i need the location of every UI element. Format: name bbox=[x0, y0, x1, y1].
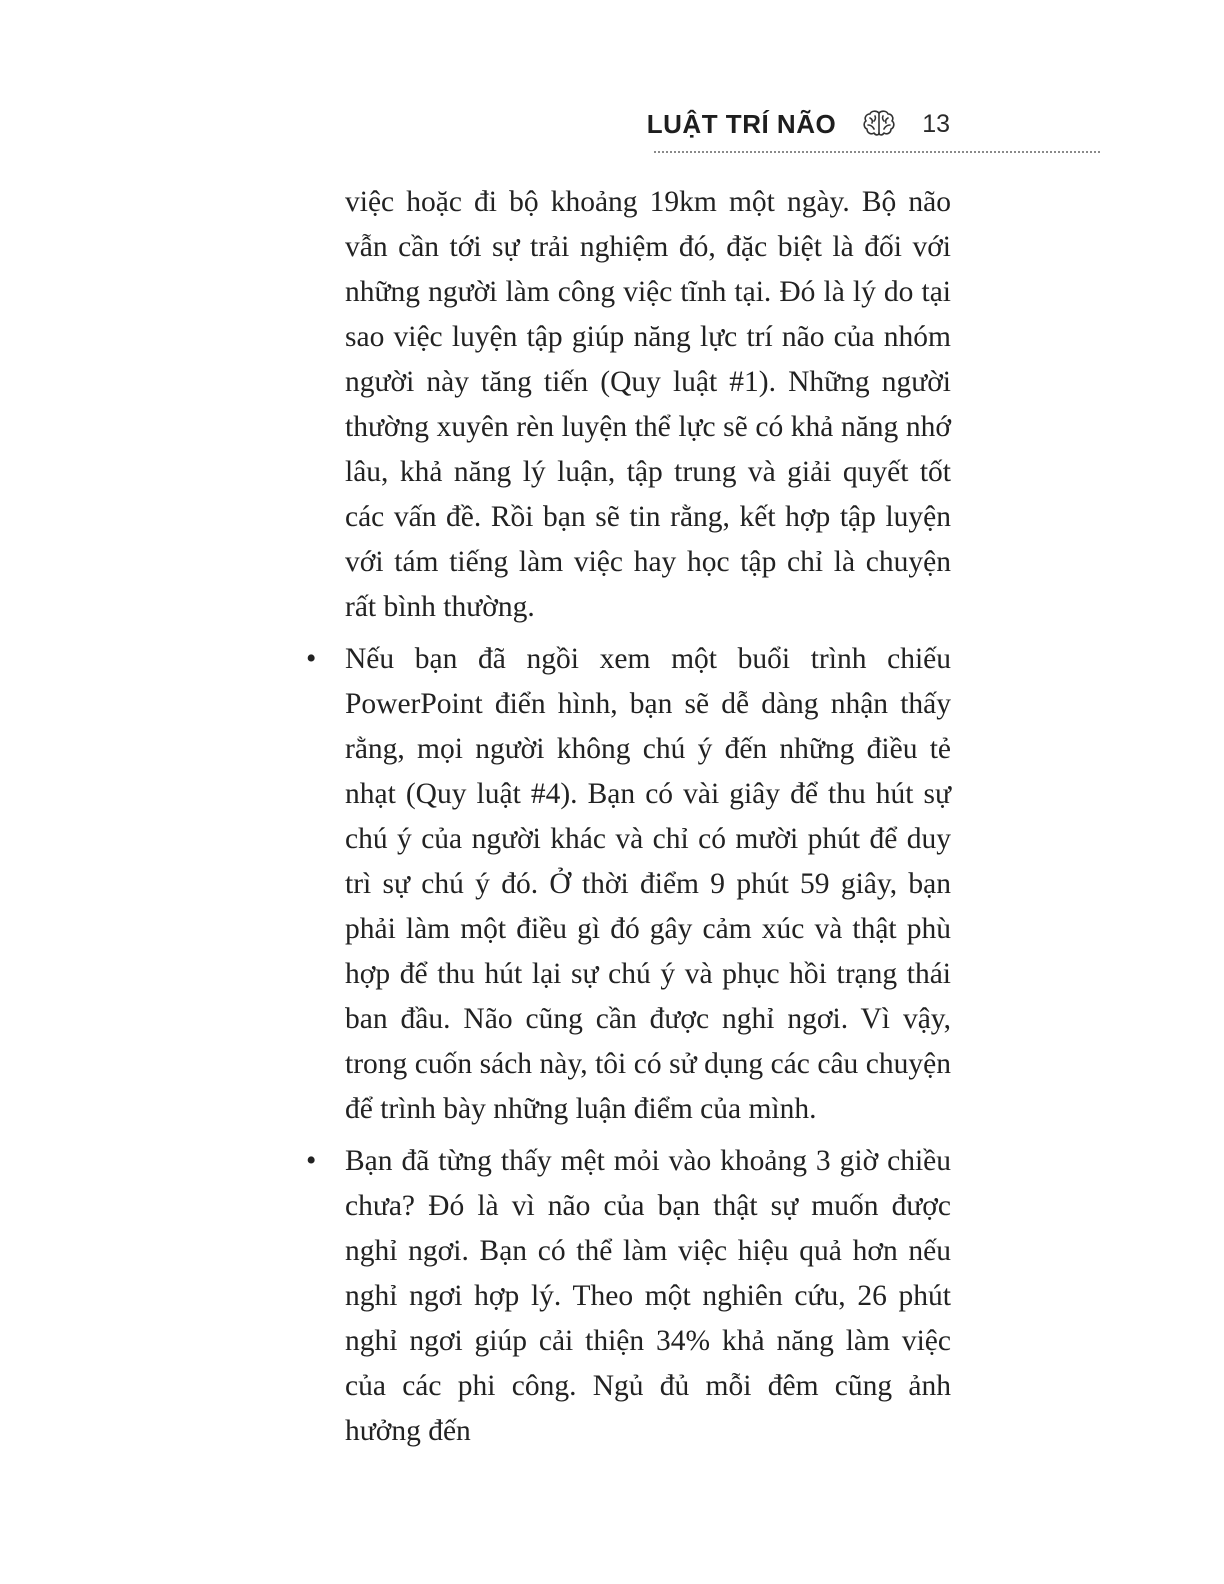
bullet-text: Nếu bạn đã ngồi xem một buổi trình chiếu PowerPoint điển hình, bạn sẽ dễ dàng nhận thấy rằng, mọi người không chú ý đến những điều tẻ nhạt (Quy luật #4). Bạn có vài giây để thu hút sự chú ý của người khác và chỉ có mười phút để duy trì sự chú ý đó. Ở thời điểm 9 phút 59 giây, bạn phải làm một điều gì đó gây cảm xúc và thật phù hợp để thu hút lại sự chú ý và phục hồi trạng thái ban đầu. Não cũng cần được nghỉ ngơi. Vì vậy, trong cuốn sách này, tôi có sử dụng các câu chuyện để trình bày những luận điểm của mình. bbox=[345, 643, 951, 1125]
bullet-item bbox=[306, 637, 951, 1132]
bullet-item bbox=[306, 1139, 951, 1454]
bullet-marker: • bbox=[306, 643, 317, 675]
bullet-marker: • bbox=[306, 1145, 317, 1177]
continuation-paragraph: việc hoặc đi bộ khoảng 19km một ngày. Bộ não vẫn cần tới sự trải nghiệm đó, đặc biệt là đối với những người làm công việc tĩnh tại. Đó là lý do tại sao việc luyện tập giúp năng lực trí não của nhóm người này tăng tiến (Quy luật #1). Những người thường xuyên rèn luyện thể lực sẽ có khả năng nhớ lâu, khả năng lý luận, tập trung và giải quyết tốt các vấn đề. Rồi bạn sẽ tin rằng, kết hợp tập luyện với tám tiếng làm việc hay học tập chỉ là chuyện rất bình thường. bbox=[345, 186, 951, 623]
running-title: LUẬT TRÍ NÃO bbox=[646, 108, 837, 139]
header-divider bbox=[654, 151, 1100, 153]
brain-icon bbox=[862, 109, 896, 139]
page-number: 13 bbox=[922, 109, 950, 138]
main-text bbox=[306, 180, 951, 1454]
bullet-text: Bạn đã từng thấy mệt mỏi vào khoảng 3 giờ chiều chưa? Đó là vì não của bạn thật sự muốn được nghỉ ngơi. Bạn có thể làm việc hiệu quả hơn nếu nghỉ ngơi hợp lý. Theo một nghiên cứu, 26 phút nghỉ ngơi giúp cải thiện 34% khả năng làm việc của các phi công. Ngủ đủ mỗi đêm cũng ảnh hưởng đến bbox=[345, 1145, 951, 1447]
running-header bbox=[0, 104, 950, 144]
